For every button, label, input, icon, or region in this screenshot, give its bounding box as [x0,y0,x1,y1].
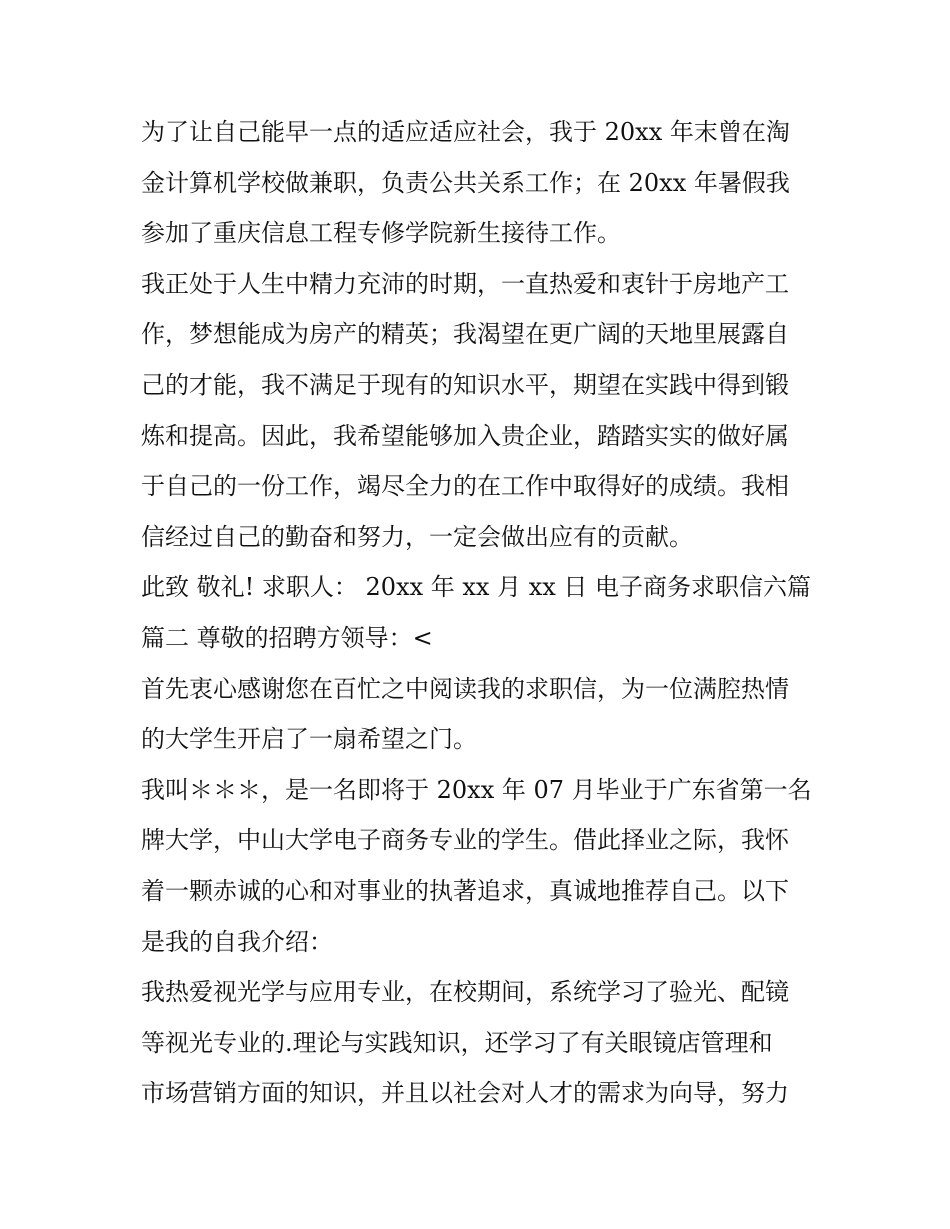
text-line: 为了让自己能早一点的适应适应社会，我于 20xx 年末曾在淘 [141,118,790,146]
text-line: 于自己的一份工作，竭尽全力的在工作中取得好的成绩。我相 [141,472,789,501]
text-line: 首先衷心感谢您在百忙之中阅读我的求职信，为一位满腔热情 [141,674,789,703]
text-line: 牌大学，中山大学电子商务专业的学生。借此择业之际，我怀 [141,826,789,855]
text-line: 等视光专业的.理论与实践知识，还学习了有关眼镜店管理和 [141,1028,773,1057]
text-line: 信经过自己的勤奋和努力，一定会做出应有的贡献。 [141,522,693,551]
document-body [141,107,821,1119]
text-line: 我正处于人生中精力充沛的时期，一直热爱和衷针于房地产工 [141,269,789,298]
text-line: 己的才能，我不满足于现有的知识水平，期望在实践中得到锻 [141,370,789,399]
text-line: 此致 敬礼! 求职人： 20xx 年 xx 月 xx 日 电子商务求职信六篇 [141,573,812,602]
text-line: 我热爱视光学与应用专业，在校期间，系统学习了验光、配镜 [141,978,789,1007]
text-line: 金计算机学校做兼职，负责公共关系工作；在 20xx 年暑假我 [141,168,790,197]
text-line: 炼和提高。因此，我希望能够加入贵企业，踏踏实实的做好属 [141,421,789,450]
text-line: 是我的自我介绍： [141,927,333,956]
text-line: 参加了重庆信息工程专修学院新生接待工作。 [141,219,621,248]
text-line: 作，梦想能成为房产的精英；我渴望在更广阔的天地里展露自 [141,320,789,349]
text-line: 着一颗赤诚的心和对事业的执著追求，真诚地推荐自己。以下 [141,876,789,905]
text-line: 我叫＊＊＊，是一名即将于 20xx 年 07 月毕业于广东省第一名 [141,775,812,804]
text-line: 篇二 尊敬的招聘方领导：< [141,623,433,652]
text-line: 市场营销方面的知识，并且以社会对人才的需求为向导，努力 [141,1079,789,1108]
text-line: 的大学生开启了一扇希望之门。 [141,725,477,754]
